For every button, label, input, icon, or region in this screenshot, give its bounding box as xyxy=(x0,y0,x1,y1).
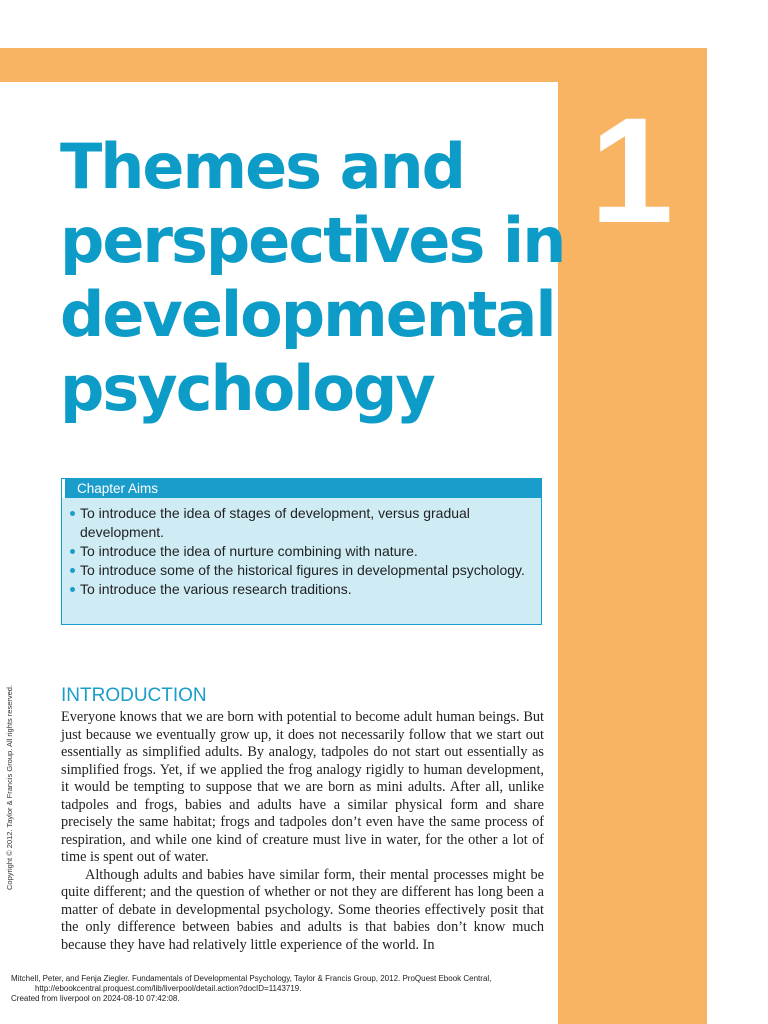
chapter-title-line: Themes and xyxy=(60,130,464,203)
citation-footer xyxy=(11,974,556,1004)
body-text xyxy=(61,709,544,954)
section-heading: INTRODUCTION xyxy=(61,685,207,706)
chapter-title-line: developmental xyxy=(60,278,555,351)
chapter-aim-item: To introduce the idea of nurture combining with nature. xyxy=(70,542,531,561)
chapter-aims-list xyxy=(62,498,541,599)
side-copyright-notice: Copyright © 2012. Taylor & Francis Group. All rights reserved. xyxy=(5,684,14,890)
body-paragraph: Although adults and babies have similar form, their mental processes might be quite different; and the question of whether or not they are different has long been a matter of debate in developmental psychology. Some theories effectively posit that the only difference between babies and adults is that babies don’t know much because they have had relatively little experience of the world. In xyxy=(61,866,544,953)
chapter-aims-box xyxy=(61,478,542,625)
chapter-aim-item: To introduce the various research traditions. xyxy=(70,580,531,599)
chapter-aim-item: To introduce some of the historical figures in developmental psychology. xyxy=(70,561,531,580)
chapter-title-line: psychology xyxy=(60,352,434,425)
chapter-aims-header: Chapter Aims xyxy=(62,479,541,498)
footer-url-line: http://ebookcentral.proquest.com/lib/liverpool/detail.action?docID=1143719. xyxy=(35,984,302,993)
body-paragraph: Everyone knows that we are born with potential to become adult human beings. But just because we eventually grow up, it does not necessarily follow that we start out essentially as simplified adults. By analogy, tadpoles do not start out essentially as simplified frogs. Yet, if we applied the frog analogy rigidly to human development, it would be tempting to suppose that we are born as mini adults. After all, unlike tadpoles and frogs, babies and adults have a similar physical form and share precisely the same habitat; frogs and tadpoles don’t even have the same process of respiration, and while one kind of creature must live in water, for the other a lot of time is spent out of water. xyxy=(61,709,544,865)
footer-created-line: Created from liverpool on 2024-08-10 07:42:08. xyxy=(11,994,180,1003)
chapter-number: 1 xyxy=(590,86,674,254)
footer-citation-line: Mitchell, Peter, and Fenja Ziegler. Fundamentals of Developmental Psychology, Taylor & Francis Group, 2012. ProQuest Ebook Central, xyxy=(11,974,492,983)
chapter-title-line: perspectives in xyxy=(60,204,565,277)
chapter-title xyxy=(60,130,565,426)
chapter-aim-item: To introduce the idea of stages of development, versus gradual development. xyxy=(70,504,531,542)
